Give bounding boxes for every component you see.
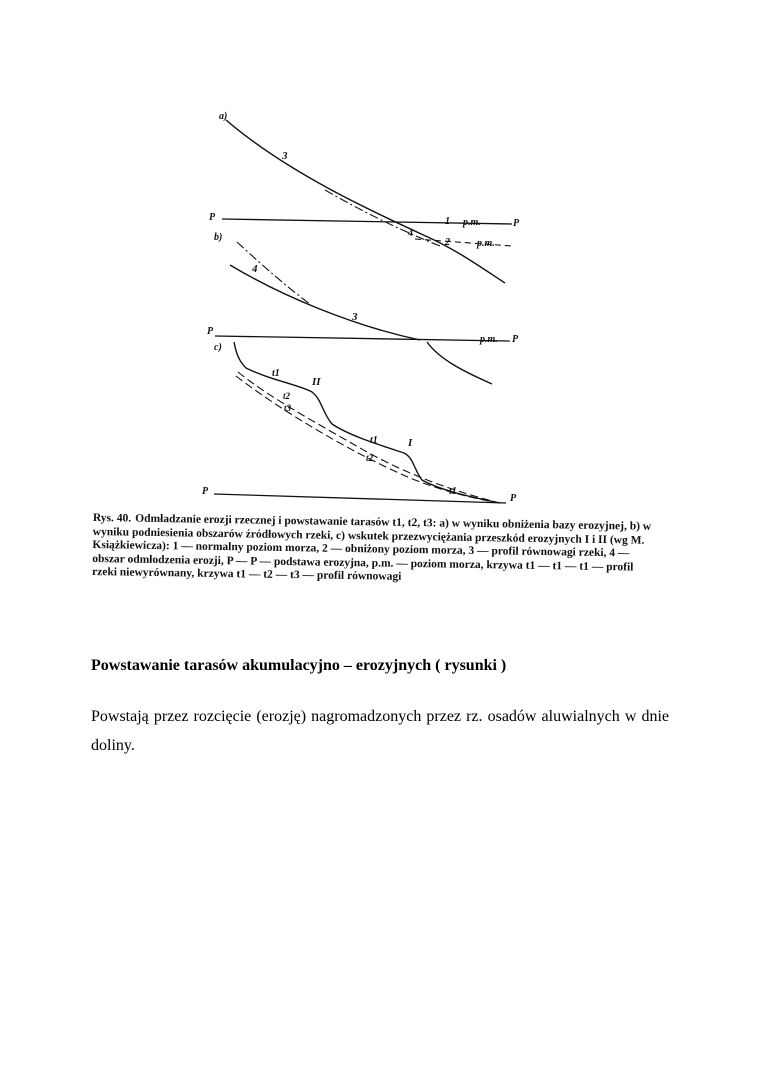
panel-a bbox=[209, 111, 520, 283]
base-line-b bbox=[215, 336, 510, 341]
section-heading: Powstawanie tarasów akumulacyjno – erozyjnych ( rysunki ) bbox=[91, 657, 507, 674]
curve-label-1: 1 bbox=[445, 216, 450, 227]
rejuvenation-profile-a bbox=[325, 190, 440, 246]
caption-text: Odmładzanie erozji rzecznej i powstawanie tarasów t1, t2, t3: a) w wyniku obniżenia bazy erozyjnej, b) w wyniku podniesienia obszarów źródłowych rzeki, c) wskutek przezwyciężania przeszkód erozyjnych I i II (wg M. Książkiewicza): 1 — normalny poziom morza, 2 — obniżony poziom morza, 3 — profil równowagi rzeki, 4 — obszar odmłodzenia erozji, P — P — podstawa erozyjna, p.m. — poziom morza, krzywa t1 — t1 — t1 — profil rzeki niewyrównany, krzywa t1 — t2 — t3 — profil równowagi bbox=[91, 512, 652, 583]
body-paragraph: Powstają przez rozcięcie (erozję) nagromadzonych przez rz. osadów aluwialnych w dnie doliny. bbox=[91, 708, 669, 754]
profile-t2 bbox=[238, 372, 500, 503]
curve-label-3-a: 3 bbox=[282, 150, 288, 162]
terrace-label-t1-mid: t1 bbox=[370, 435, 378, 446]
sea-level-label-a2: p.m. bbox=[477, 238, 495, 249]
curve-label-4-a: 4 bbox=[408, 228, 413, 239]
equilibrium-profile-b bbox=[230, 265, 420, 340]
panel-a-label: a) bbox=[219, 111, 228, 122]
sea-level-label-b: p.m. bbox=[480, 334, 498, 345]
lowered-sea-level-a bbox=[415, 239, 512, 246]
base-label-b-right: P bbox=[512, 334, 519, 345]
figure-caption bbox=[92, 512, 653, 588]
panel-c bbox=[202, 342, 517, 504]
terrace-label-I: I bbox=[408, 437, 413, 449]
base-label-a-right: P bbox=[513, 218, 520, 229]
panel-b bbox=[207, 232, 519, 384]
terrace-label-t2-lower: t2 bbox=[366, 453, 374, 463]
river-profile-b bbox=[427, 342, 492, 384]
base-label-b-left: P bbox=[207, 326, 214, 337]
terrace-label-t1-lower: t1 bbox=[449, 486, 457, 497]
graded-profile-t3 bbox=[236, 376, 500, 503]
sea-level-label-a1: p.m. bbox=[463, 217, 481, 228]
caption-label: Rys. 40. bbox=[92, 512, 132, 525]
terrace-label-t2-upper: t2 bbox=[283, 391, 291, 401]
terrace-label-t1-upper: t1 bbox=[272, 368, 280, 379]
curve-label-4-b: 4 bbox=[252, 263, 258, 275]
curve-label-2: 2 bbox=[445, 237, 450, 248]
base-label-a-left: P bbox=[209, 212, 216, 223]
panel-b-label: b) bbox=[214, 232, 223, 243]
base-label-c-right: P bbox=[510, 493, 517, 504]
base-label-c-left: P bbox=[202, 486, 209, 497]
rejuvenation-profile-b bbox=[237, 242, 310, 304]
ungraded-profile-t1 bbox=[234, 342, 500, 503]
panel-c-label: c) bbox=[214, 342, 222, 353]
curve-label-3-b: 3 bbox=[352, 311, 358, 323]
terrace-label-t3-upper: t3 bbox=[284, 403, 292, 413]
terrace-label-II: II bbox=[312, 376, 321, 388]
equilibrium-profile-a bbox=[226, 120, 505, 283]
